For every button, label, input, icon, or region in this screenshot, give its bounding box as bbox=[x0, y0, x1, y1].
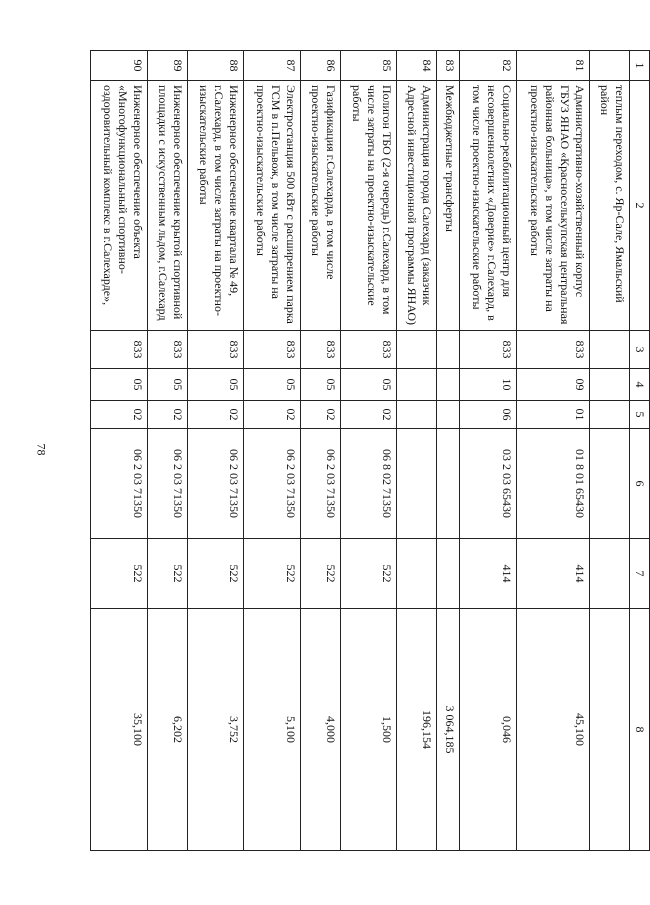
cell-c4: 05 bbox=[340, 369, 397, 401]
cell-c8: 6,202 bbox=[147, 609, 187, 851]
table-row bbox=[147, 51, 187, 851]
cell-n: 87 bbox=[244, 51, 301, 81]
cell-c5 bbox=[590, 401, 630, 429]
table-row bbox=[300, 51, 340, 851]
table-row bbox=[516, 51, 590, 851]
cell-c3: 833 bbox=[516, 331, 590, 369]
cell-n: 84 bbox=[397, 51, 437, 81]
cell-c3 bbox=[437, 331, 460, 369]
cell-c3: 833 bbox=[91, 331, 148, 369]
cell-name: Администрация города Салехард (заказчик Адресной инвестиционной программы ЯНАО) bbox=[397, 81, 437, 331]
cell-name: Административно-хозяйственный корпус ГБУЗ ЯНАО «Красноселькупская центральная районная больница», в том числе затраты на проектно-изыскательские работы bbox=[516, 81, 590, 331]
header-cell: 5 bbox=[630, 401, 650, 429]
cell-c7: 522 bbox=[91, 539, 148, 609]
cell-c8: 4,000 bbox=[300, 609, 340, 851]
cell-c4 bbox=[590, 369, 630, 401]
cell-name: Газификация г.Салехарда, в том числе проектно-изыскательские работы bbox=[300, 81, 340, 331]
rotated-table-wrapper bbox=[90, 50, 650, 850]
cell-c7: 522 bbox=[300, 539, 340, 609]
cell-name: Социально-реабилитационный центр для несовершеннолетних «Доверие» г.Салехард, в том числе проектно-изыскательские работы bbox=[459, 81, 516, 331]
cell-c4: 05 bbox=[244, 369, 301, 401]
budget-table bbox=[90, 50, 650, 851]
cell-c5: 02 bbox=[340, 401, 397, 429]
cell-c4: 09 bbox=[516, 369, 590, 401]
cell-c3 bbox=[397, 331, 437, 369]
cell-c6: 06 2 03 71350 bbox=[91, 429, 148, 539]
table-row bbox=[244, 51, 301, 851]
cell-n: 86 bbox=[300, 51, 340, 81]
table-row bbox=[187, 51, 244, 851]
cell-c8: 3,752 bbox=[187, 609, 244, 851]
cell-c5: 02 bbox=[244, 401, 301, 429]
cell-c4: 05 bbox=[300, 369, 340, 401]
cell-c7: 414 bbox=[516, 539, 590, 609]
cell-c4: 05 bbox=[147, 369, 187, 401]
cell-n: 83 bbox=[437, 51, 460, 81]
cell-c3: 833 bbox=[187, 331, 244, 369]
cell-c7 bbox=[437, 539, 460, 609]
cell-c8: 196,154 bbox=[397, 609, 437, 851]
cell-name: Электростанция 500 кВт с расширением парка ГСМ в п.Пельвож, в том числе затраты на проектно-изыскательские работы bbox=[244, 81, 301, 331]
cell-c4 bbox=[397, 369, 437, 401]
cell-c6 bbox=[437, 429, 460, 539]
header-cell: 2 bbox=[630, 81, 650, 331]
cell-name: Инженерное обеспечение квартала № 49, г.Салехард, в том числе затраты на проектно-изыскательские работы bbox=[187, 81, 244, 331]
cell-c4: 05 bbox=[187, 369, 244, 401]
cell-n: 82 bbox=[459, 51, 516, 81]
cell-c5: 02 bbox=[300, 401, 340, 429]
cell-c5 bbox=[397, 401, 437, 429]
cell-c7: 522 bbox=[147, 539, 187, 609]
cell-n: 88 bbox=[187, 51, 244, 81]
cell-c7: 414 bbox=[459, 539, 516, 609]
cell-c6 bbox=[397, 429, 437, 539]
header-cell: 7 bbox=[630, 539, 650, 609]
table-body bbox=[91, 51, 630, 851]
header-cell: 1 bbox=[630, 51, 650, 81]
header-row bbox=[630, 51, 650, 851]
cell-c6: 01 8 01 65430 bbox=[516, 429, 590, 539]
cell-c7: 522 bbox=[340, 539, 397, 609]
cell-n bbox=[590, 51, 630, 81]
cell-c7 bbox=[590, 539, 630, 609]
cell-c5: 02 bbox=[187, 401, 244, 429]
cell-c8: 1,500 bbox=[340, 609, 397, 851]
table-row bbox=[340, 51, 397, 851]
table-row bbox=[459, 51, 516, 851]
cell-c4: 05 bbox=[91, 369, 148, 401]
cell-c7: 522 bbox=[244, 539, 301, 609]
cell-n: 85 bbox=[340, 51, 397, 81]
cell-c6: 06 2 03 71350 bbox=[244, 429, 301, 539]
header-cell: 6 bbox=[630, 429, 650, 539]
table-row bbox=[590, 51, 630, 851]
cell-c7: 522 bbox=[187, 539, 244, 609]
cell-c6: 06 2 03 71350 bbox=[187, 429, 244, 539]
cell-c6 bbox=[590, 429, 630, 539]
cell-n: 81 bbox=[516, 51, 590, 81]
cell-c3: 833 bbox=[147, 331, 187, 369]
cell-name: Инженерное обеспечение крытой спортивной площадки с искусственным льдом, г.Салехард bbox=[147, 81, 187, 331]
cell-c8: 35,100 bbox=[91, 609, 148, 851]
cell-c5: 01 bbox=[516, 401, 590, 429]
cell-c6: 03 2 03 65430 bbox=[459, 429, 516, 539]
cell-c6: 06 8 02 71350 bbox=[340, 429, 397, 539]
cell-n: 89 bbox=[147, 51, 187, 81]
cell-name: Межбюджетные трансферты bbox=[437, 81, 460, 331]
cell-name: Инженерное обеспечение объекта «Многофункциональный спортивно-оздоровительный комплекс в г.Салехарде», bbox=[91, 81, 148, 331]
cell-n: 90 bbox=[91, 51, 148, 81]
cell-c4 bbox=[437, 369, 460, 401]
cell-c5: 06 bbox=[459, 401, 516, 429]
cell-c6: 06 2 03 71350 bbox=[300, 429, 340, 539]
cell-name: теплым переходом, с. Яр-Сале, Ямальский район bbox=[590, 81, 630, 331]
cell-c7 bbox=[397, 539, 437, 609]
cell-c3: 833 bbox=[459, 331, 516, 369]
header-cell: 4 bbox=[630, 369, 650, 401]
cell-name: Полигон ТБО (2-я очередь) г.Салехард, в том числе затраты на проектно-изыскательские работы bbox=[340, 81, 397, 331]
cell-c3: 833 bbox=[244, 331, 301, 369]
cell-c3: 833 bbox=[340, 331, 397, 369]
cell-c8: 0,046 bbox=[459, 609, 516, 851]
cell-c8: 3 064,185 bbox=[437, 609, 460, 851]
table-row bbox=[437, 51, 460, 851]
header-cell: 3 bbox=[630, 331, 650, 369]
cell-c3: 833 bbox=[300, 331, 340, 369]
table-row bbox=[91, 51, 148, 851]
cell-c5: 02 bbox=[91, 401, 148, 429]
cell-c8: 45,100 bbox=[516, 609, 590, 851]
header-cell: 8 bbox=[630, 609, 650, 851]
cell-c4: 10 bbox=[459, 369, 516, 401]
cell-c5: 02 bbox=[147, 401, 187, 429]
cell-c3 bbox=[590, 331, 630, 369]
cell-c8 bbox=[590, 609, 630, 851]
cell-c5 bbox=[437, 401, 460, 429]
cell-c6: 06 2 03 71350 bbox=[147, 429, 187, 539]
cell-c8: 5,100 bbox=[244, 609, 301, 851]
page-number: 78 bbox=[34, 443, 49, 456]
table-row bbox=[397, 51, 437, 851]
